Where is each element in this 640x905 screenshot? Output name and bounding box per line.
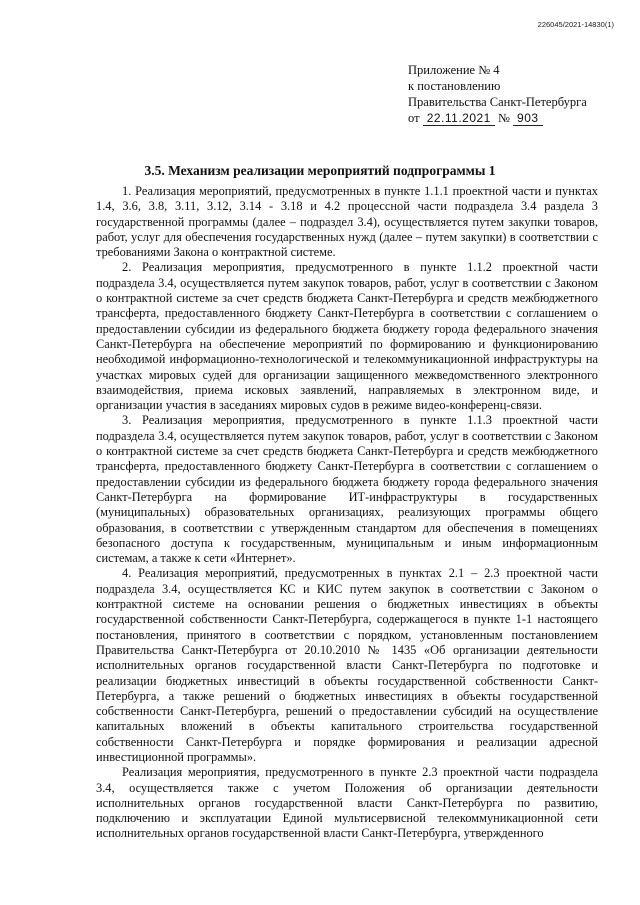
section-title: 3.5. Механизм реализации мероприятий подпрограммы 1 <box>144 163 496 178</box>
appendix-line-3: Правительства Санкт-Петербурга <box>408 95 587 109</box>
appendix-date-line <box>408 110 618 126</box>
paragraph-3: 3. Реализация мероприятия, предусмотренного в пункте 1.1.3 проектной части подраздела 3.4, осуществляется путем закупок товаров, работ, услуг в соответствии с Законом о контрактной системе за счет средств бюджета Санкт-Петербурга и средств межбюджетного трансферта, предоставленного бюджету Санкт-Петербурга в соответствии с соглашением о предоставлении субсидии из федерального бюджета бюджету города федерального значения Санкт-Петербурга на формирование ИТ-инфраструктуры в государственных (муниципальных) образовательных организациях, реализующих программы общего образования, в соответствии с утвержденным стандартом для обеспечения в помещениях безопасного доступа к государственным, муниципальным и иным информационным системам, а также к сети «Интернет». <box>96 413 598 566</box>
paragraph-4: 4. Реализация мероприятий, предусмотренных в пунктах 2.1 – 2.3 проектной части подраздела 3.4, осуществляется КС и КИС путем закупок в соответствии с Законом о контрактной системе на основании решения о бюджетных инвестициях в объекты государственной собственности Санкт-Петербурга, содержащегося в пункте 1-1 настоящего постановления, принятого в соответствии с порядком, установленным постановлением Правительства Санкт-Петербурга от 20.10.2010 № 1435 «Об организации деятельности исполнительных органов государственной власти Санкт-Петербурга по подготовке и реализации бюджетных инвестиций в объекты государственной собственности Санкт-Петербурга, а также решений о бюджетных инвестициях в объекты государственной собственности Санкт-Петербурга, решений о предоставлении субсидий на осуществление капитальных вложений в объекты капитального строительства государственной собственности Санкт-Петербурга и порядке формирования и реализации адресной инвестиционной программы». <box>96 566 598 764</box>
paragraph-2: 2. Реализация мероприятия, предусмотренного в пункте 1.1.2 проектной части подраздела 3.4, осуществляется путем закупок товаров, работ, услуг в соответствии с Законом о контрактной системе за счет средств бюджета Санкт-Петербурга и средств межбюджетного трансферта, предоставленного бюджету Санкт-Петербурга в соответствии с соглашением о предоставлении субсидии из федерального бюджета бюджету города федерального значения Санкт-Петербурга на обеспечение мероприятий по формированию и функционированию необходимой информационно-технологической и телекоммуникационной инфраструктуры на участках мировых судей для организации защищенного межведомственного электронного взаимодействия, приема исковых заявлений, направляемых в электронном виде, и организации участия в заседаниях мировых судов в режиме видео-конференц-связи. <box>96 260 598 413</box>
number-prefix: № <box>497 111 510 125</box>
paragraph-5: Реализация мероприятия, предусмотренного в пункте 2.3 проектной части подраздела 3.4, осуществляется также с учетом Положения об организации деятельности исполнительных органов государственной власти Санкт-Петербурга по развитию, подключению и эксплуатации Единой мультисервисной телекоммуникационной сети исполнительных органов государственной власти Санкт-Петербурга, утвержденного <box>96 765 598 841</box>
appendix-line-1: Приложение № 4 <box>408 63 500 77</box>
paragraph-1: 1. Реализация мероприятий, предусмотренных в пункте 1.1.1 проектной части и пунктах 1.4, 3.6, 3.8, 3.11, 3.12, 3.14 - 3.18 и 4.2 процессной части подраздела 3.4 раздела 3 государственной программы (далее – подраздел 3.4), осуществляется путем закупки товаров, работ, услуг для обеспечения государственных нужд (далее – путем закупки) в соответствии с требованиями Закона о контрактной системе. <box>96 184 598 260</box>
resolution-date: 22.11.2021 <box>423 111 495 126</box>
appendix-block <box>408 62 618 126</box>
document-body <box>96 184 598 842</box>
date-prefix: от <box>408 111 420 125</box>
document-code: 226045/2021-14830(1) <box>537 20 614 29</box>
appendix-line-2: к постановлению <box>408 79 501 93</box>
resolution-number: 903 <box>513 111 543 126</box>
